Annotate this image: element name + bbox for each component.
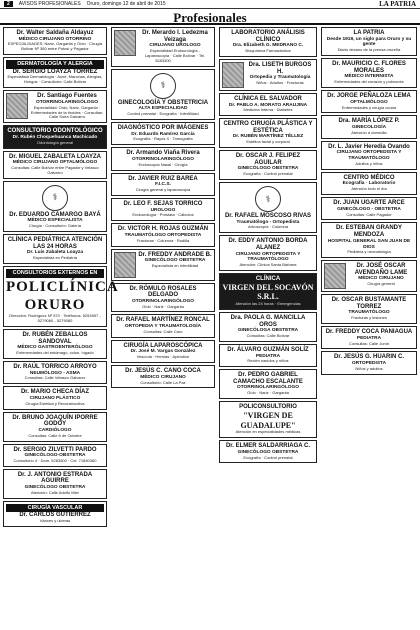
ad-body: Control prenatal · Ecografía · Infertilidad: [127, 111, 199, 117]
ad-name: Dr. OSCAR J. FELIPEZ AGUILAR: [235, 153, 301, 166]
ad-body: Oído · Nariz · Garganta: [142, 303, 184, 309]
ad-body: Especialidad: Oído, Nariz, Garganta · Enfermedades de la tiroides · Consultas: Calle Soria Galvarro: [30, 104, 104, 120]
ads-column-3: [219, 27, 317, 623]
ad-name: Dr. JOSÉ OSCAR AVENDAÑO LAME: [354, 263, 408, 276]
ad-box: [321, 326, 417, 349]
ad-name: Dr. RAÚL TORRICO ARROYO: [13, 363, 97, 370]
ad-name: Dr. EDDY ANTONIO BORDA ALANEZ: [228, 238, 308, 251]
ad-subtitle: PEDIATRA: [255, 353, 281, 359]
ad-body: Consultas: Calle 6 de Octubre: [28, 432, 82, 438]
ad-box: [3, 266, 119, 327]
ad-subtitle: MÉDICO CIRUJANO OFTALMÓLOGO: [12, 160, 98, 166]
ad-body: Atención: Clínica Santa Bárbara: [239, 262, 297, 268]
ad-subtitle: TRAUMATÓLOGO: [348, 310, 390, 316]
ad-subtitle: OTORRINOLARINGÓLOGO: [131, 156, 194, 162]
ad-body: Consultas: Calle Bolívar entre Pagador y Velasco Galvarro: [11, 165, 99, 175]
ad-name: DIAGNÓSTICO POR IMÁGENES: [117, 124, 209, 131]
ad-subtitle: GINECÓLOGO-OBSTETRA: [24, 453, 86, 459]
portrait-photo: [114, 252, 136, 278]
ad-subtitle: Dr. Luis Zabaleta Loayza: [27, 250, 83, 256]
ad-box: [219, 312, 317, 342]
ad-name: Dra. PAOLA G. MANCILLA OROS: [230, 315, 306, 328]
ads-column-4: [321, 27, 417, 623]
ad-name: Dr. SERGIO LOAYZA TORREZ: [12, 68, 98, 75]
ad-body: Especialista en Infertilidad: [151, 262, 199, 268]
ad-box: [219, 150, 317, 180]
page-number: 2: [4, 1, 13, 7]
ad-subtitle: MÉDICO CIRUJANO: [140, 374, 186, 380]
ad-body: Estética facial y corporal: [246, 139, 290, 145]
ad-name: Dr. Merardo I. Ledezma Veizaga: [142, 30, 208, 43]
ad-name: Dr. Walter Saldaña Aldayuz: [16, 30, 94, 36]
ad-body: Especialidad Endourología - Laparoscopía · Calle Bolívar · Tel. 5283300: [144, 48, 206, 63]
ad-box: [111, 223, 215, 246]
ad-subtitle: MÉDICO INTERNISTA: [344, 74, 394, 80]
ad-headline: POLICLÍNICA ORURO: [6, 278, 119, 314]
ad-box: [219, 27, 317, 57]
ad-subtitle: ORTOPEDISTA: [351, 361, 387, 367]
ad-subtitle: F.I.C.S.: [155, 182, 171, 188]
ad-box: [111, 340, 215, 363]
ad-body: Ecografía · Control prenatal: [243, 171, 293, 177]
ad-name: POLICONSULTORIO: [239, 404, 297, 411]
ad-name: Dr. J. ANTONIO ESTRADA AGUIRRE: [17, 471, 93, 485]
ad-name: Dr. Armando Viaña Rivera: [126, 150, 200, 157]
ad-name: Dr. RUBÉN ZEBALLOS SANDOVAL: [22, 332, 88, 345]
ad-body: Endoscopía Nasal · Cirugía: [138, 161, 188, 167]
ad-name: Dr. FREDDY COCA PANIAGUA: [325, 329, 413, 336]
ad-body: Enfermedades y cirugía ocular: [341, 104, 397, 110]
ad-box: [219, 273, 317, 310]
ad-box: [321, 141, 417, 170]
ad-body: Consultorio: Calle La Paz: [140, 379, 186, 385]
section-name: AVISOS PROFESIONALES: [18, 1, 81, 7]
ad-box: [219, 235, 317, 271]
ad-body: Consultas: Calle Junín: [348, 340, 390, 346]
ad-box: [321, 222, 417, 258]
ad-subtitle: GINECÓLOGO OBSTETRA: [24, 485, 86, 490]
ad-name: Dr. L. Javier Heredia Ovando: [328, 143, 410, 150]
ad-box: [3, 501, 107, 527]
issue-date: Oruro, domingo 12 de abril de 2015: [86, 1, 166, 7]
ad-subtitle: CIRUJANO ORTOPEDISTA Y TRAUMATÓLOGO: [235, 251, 301, 263]
ad-name: Dr. MIGUEL ZABALETA LOAYZA: [8, 153, 101, 160]
ad-box: [321, 294, 417, 324]
ad-name: CLÍNICA: [255, 276, 281, 283]
ad-name: Dr. VICTOR H. ROJAS GUZMÁN: [117, 226, 209, 233]
ad-box: [111, 365, 215, 388]
ad-subtitle: MÉDICO ESPECIALISTA: [27, 218, 83, 224]
ad-box: [3, 27, 107, 55]
ad-body: Consultas: Calle Pagador: [346, 211, 392, 217]
ad-subtitle: CARDIÓLOGO: [38, 427, 72, 433]
ad-name: CONSULTORIO ODONTOLÓGICO: [7, 128, 103, 135]
ad-subtitle: Ecografía · Laboratorio: [342, 181, 396, 187]
ad-box: [111, 147, 215, 170]
ad-name: CLÍNICA PEDIÁTRICA ATENCIÓN LAS 24 HORAS: [7, 237, 103, 250]
ad-body: Diario decano de la prensa orureña: [337, 47, 401, 53]
ad-name: Dr. JESÚS C. CANO COCA: [125, 368, 201, 375]
ad-subtitle: GINECOLOGÍA: [351, 124, 387, 130]
ad-box: [219, 93, 317, 116]
portrait-photo: [114, 30, 136, 56]
ad-body: Atención las 24 horas · Emergencias: [235, 301, 301, 307]
ad-subtitle: Dr. PABLO A. MORATO ARAUJINA: [228, 102, 308, 108]
ad-name: Dr. PEDRO GABRIEL CAMACHO ESCALANTE: [233, 372, 303, 385]
ad-box: [219, 182, 317, 233]
ad-body: ESPECIALIDADES: Nariz, Garganta y Oído · Cirugía Bolivar Nº 360 entre Potosí y Pagador: [7, 41, 103, 52]
ad-subtitle: PEDIATRA: [356, 335, 382, 341]
ad-body: Consultas: Calle Caro: [143, 328, 183, 334]
ad-body: Várices y úlceras: [39, 518, 71, 524]
ad-name: CENTRO CIRUGÍA PLÁSTICA Y ESTÉTICA: [223, 121, 313, 134]
ad-name: Dr. CARLOS GUTIÉRREZ: [19, 512, 91, 519]
ad-body: Cirugía Estética y Reconstructiva: [25, 400, 85, 406]
ad-body: Cirugía general: [367, 281, 395, 287]
ad-subtitle: GINECÓLOGA OBSTETRA: [237, 328, 299, 334]
ad-body: Medicina Interna · Diabetes: [243, 107, 293, 113]
ad-subtitle: MÉDICO CIRUJANO: [358, 276, 404, 282]
caduceus-icon: ⚕: [42, 185, 68, 211]
ad-name: Dr. ELMER SALDARRIAGA C.: [225, 443, 311, 450]
ad-box: [111, 122, 215, 145]
ad-subtitle: ORTOPEDIA Y TRAUMATOLOGÍA: [124, 324, 202, 330]
ad-subtitle: CIRUJANO ORTOPEDISTA Y TRAUMATÓLOGO: [336, 150, 402, 162]
ad-body: Niños y adultos: [355, 365, 383, 371]
ad-box: [111, 198, 215, 221]
caduceus-icon: ⚕: [150, 73, 176, 99]
ad-name: Dr. JUAN UGARTE ARCE: [333, 200, 405, 207]
ad-name: LA PATRIA: [353, 30, 385, 36]
ad-name: Dr. Santiago Fuentes: [37, 93, 97, 100]
ad-banner: DERMATOLOGÍA Y ALERGIA: [6, 60, 104, 69]
ad-name: Dr. MARIO CHECA DÍAZ: [20, 389, 90, 396]
ad-subtitle: Traumatólogo - Ortopedista: [236, 219, 300, 225]
ad-body: Ecografía · Rayos X · Tomografía: [133, 136, 193, 142]
ad-body: Ecografía · Control prenatal: [243, 454, 293, 460]
ad-box: [3, 444, 107, 467]
ad-name: Dr. FREDDY ANDRADE B.: [138, 251, 212, 258]
ad-body: Artroscopía · Columna: [247, 224, 288, 230]
ad-body: Enfermedades del estómago, colon, hígado: [16, 350, 94, 356]
ad-subtitle: MÉDICO GASTROENTERÓLOGO: [17, 345, 93, 351]
ad-body: Atención todo el día: [351, 186, 387, 192]
ad-box: [111, 173, 215, 196]
portrait-photo: [324, 263, 346, 289]
ad-box: [3, 181, 107, 232]
ad-subtitle: GINECÓLOGO OBSTETRA: [237, 166, 299, 172]
ad-box: [3, 125, 107, 148]
ad-body: Enfermedades del corazón y pulmones: [334, 79, 404, 85]
ad-body: Consultas: Calle Velasco Galvarro: [24, 375, 86, 381]
ad-name: Dr. RAFAEL MARTÍNEZ RONCAL: [116, 317, 210, 324]
ad-body: Especialista Dermatología · Acné, Manchas, Alergias, Hongos · Consultorio: Calle Bolívar: [7, 74, 103, 85]
ad-body: Pediatría y neonatología: [347, 249, 391, 255]
ad-box: [3, 90, 107, 123]
ad-body: Cirugía general y laparoscopía: [135, 187, 191, 193]
ad-subtitle: Dr. José M. Vargas González: [130, 349, 196, 355]
ad-box: [219, 401, 317, 438]
ad-body: Fracturas y lesiones: [351, 315, 387, 321]
ad-box: [3, 361, 107, 384]
ad-box: [3, 469, 107, 499]
page-title: Profesionales: [0, 10, 420, 25]
ad-name: Dr. EDUARDO CAMARGO BAYÁ: [9, 211, 101, 218]
ad-body: Consultas: Calle Bolívar: [246, 333, 290, 339]
ad-box: [3, 329, 107, 359]
ad-box: [219, 59, 317, 91]
ad-body: Cirugía · Consultorio: Galería: [28, 223, 82, 229]
ad-banner: CONSULTORIOS EXTERNOS EN: [6, 269, 104, 278]
ad-banner: CIRUGÍA VASCULAR: [6, 504, 104, 513]
ad-body: Vesícula · Hernias · Apéndice: [136, 354, 190, 360]
ad-subtitle: GINECÓLOGO OBSTETRA: [144, 258, 206, 264]
ad-body: Especialista en Pediatría: [32, 255, 78, 261]
ad-box: [219, 118, 317, 148]
ad-body: Adultos y niños: [355, 160, 383, 166]
ad-subtitle: CIRUJANO UROLOGO: [149, 43, 201, 49]
ad-box: [111, 27, 215, 67]
ad-body: Recién nacidos y niños: [247, 358, 289, 364]
ad-subtitle: OFTALMÓLOGO: [350, 99, 388, 105]
ad-body: Oído · Nariz · Garganta: [247, 390, 289, 396]
ad-body: Dirección: Rodríguez Nº 570 · Teléfonos: 5253957 - 5279060 - 5279080: [9, 313, 101, 324]
ad-name: CIRUGÍA LAPAROSCÓPICA: [123, 342, 203, 349]
ad-box: [321, 27, 417, 56]
ad-subtitle: HOSPITAL GENERAL SAN JUAN DE DIOS: [327, 238, 411, 250]
ad-body: Atención: Calle Adolfo Mier: [30, 489, 80, 495]
ad-subtitle: GINECÓLOGO OBSTETRA: [237, 449, 299, 455]
ad-name: Dr. ÁLVARO GUZMÁN SOLÍZ: [227, 346, 309, 353]
ad-box: [3, 57, 107, 88]
ad-box: [111, 249, 215, 281]
ad-name: Dr. JESÚS G. HUARIN C.: [333, 354, 404, 361]
portrait-photo: [6, 93, 28, 119]
ad-name: Dr. LEO F. SEJAS TORRICO: [123, 200, 203, 207]
ad-name: Dr. JAVIER RUIZ BAREA: [128, 175, 198, 182]
ad-subtitle: Dra. Elizabeth G. MEDRANO C.: [232, 43, 304, 49]
ad-box: [219, 369, 317, 399]
ad-subtitle: MÉDICO CIRUJANO OTORRINO: [18, 36, 92, 42]
ad-name: CENTRO MÉDICO: [343, 174, 395, 181]
page-header-bar: [0, 0, 420, 9]
ad-box: [3, 151, 107, 179]
caduceus-icon: ⚕: [255, 186, 281, 212]
ad-name: CLÍNICA EL SALVADOR: [234, 95, 302, 102]
ad-subtitle: NEUMÓLOGO - ASMA: [29, 370, 81, 376]
ad-subtitle: Ortopedia y Traumatología: [249, 75, 311, 81]
ad-subtitle: OTORRINOLARINGÓLOGO: [35, 99, 98, 105]
ad-name: Dr. MAURICIO C. FLORES MORALES: [332, 61, 406, 74]
ad-name: Dr. RAFAEL MOSCOSO RIVAS: [224, 213, 312, 220]
ad-big-text: "VIRGEN DE GUADALUPE": [240, 410, 296, 430]
ad-name: Dra. LISETH BURGOS H.: [248, 61, 312, 75]
ad-body: Fracturas · Columna · Rodilla: [136, 237, 190, 243]
ad-body: Atención en especialidades médicas: [235, 429, 301, 435]
ad-name: Dr. ESTEBAN GRANDY MENDOZA: [335, 225, 402, 239]
ad-subtitle: Dr. Rubén Choquehuanca Machicado: [12, 134, 98, 140]
ad-subtitle: CIRUJANO PLÁSTICO: [29, 395, 81, 401]
ad-name: Dr. RÓMULO ROSALES DELGADO: [129, 285, 197, 299]
ad-box: [111, 283, 215, 313]
ad-subtitle: OTORRINOLARINGÓLOGO: [131, 298, 194, 304]
ad-name: LABORATORIO ANÁLISIS CLÍNICO: [231, 30, 305, 43]
ad-name: Dra. MARÍA LÓPEZ P.: [338, 118, 400, 125]
ad-name: Dr. BRUNO JOAQUÍN IPORRE GODOY: [12, 414, 98, 428]
ad-box: [219, 344, 317, 367]
ad-subtitle: Desde 1919, un siglo para Oruro y su gente: [326, 36, 412, 48]
ad-box: [321, 197, 417, 220]
ad-box: [321, 115, 417, 138]
ad-name: GINECOLOGÍA Y OBSTETRICIA: [117, 99, 209, 106]
ad-name: Dr. OSCAR BUSTAMANTE TORREZ: [331, 297, 407, 310]
ad-subtitle: OTORRINOLARINGÓLOGO: [236, 385, 299, 391]
ad-body: Consultorio 4 · Dom. 5283500 · Cel. 71840360: [13, 457, 97, 463]
ad-box: [321, 58, 417, 88]
ad-body: Bioquímica Farmacéutica: [245, 48, 291, 54]
ad-box: [111, 69, 215, 120]
ad-subtitle: GINECÓLOGO - OBSTETRA: [337, 206, 401, 212]
ad-body: Odontología general: [36, 139, 74, 145]
ad-subtitle: UROLOGO: [150, 207, 176, 213]
ads-column-1: [3, 27, 119, 623]
ad-box: [321, 172, 417, 195]
ad-box: [3, 412, 107, 442]
ad-box: [321, 260, 417, 292]
ad-box: [321, 90, 417, 113]
ad-box: [3, 386, 107, 409]
newspaper-brand: LA PATRIA: [379, 0, 416, 8]
ad-body: Niños · Adultos · Fracturas: [256, 79, 304, 85]
ad-big-text: VIRGEN DEL SOCAVÓN S.R.L.: [222, 282, 314, 302]
ad-box: [219, 440, 317, 463]
ad-name: Dr. SERGIO ZILVETTI PARDO: [13, 446, 97, 453]
ad-subtitle: TRAUMATÓLOGO ORTOPEDISTA: [124, 232, 202, 238]
portrait-photo: [222, 62, 244, 88]
ad-subtitle: Dr. RUBÉN MARTÍNEZ TÉLLEZ: [232, 134, 304, 140]
ad-box: [321, 351, 417, 374]
ad-name: Dr. JORGE PEÑALOZA LEMA: [327, 93, 411, 100]
ad-box: [3, 234, 107, 264]
ad-body: Endourología · Próstata · Cálculos: [132, 212, 194, 218]
ad-box: [111, 314, 215, 337]
ad-body: Atención a domicilio: [351, 129, 387, 135]
ad-subtitle: Dr. Eduardo Ramírez García: [131, 131, 195, 137]
ads-column-2: [111, 27, 215, 623]
ad-subtitle: ALTA ESPECIALIDAD: [138, 106, 188, 112]
